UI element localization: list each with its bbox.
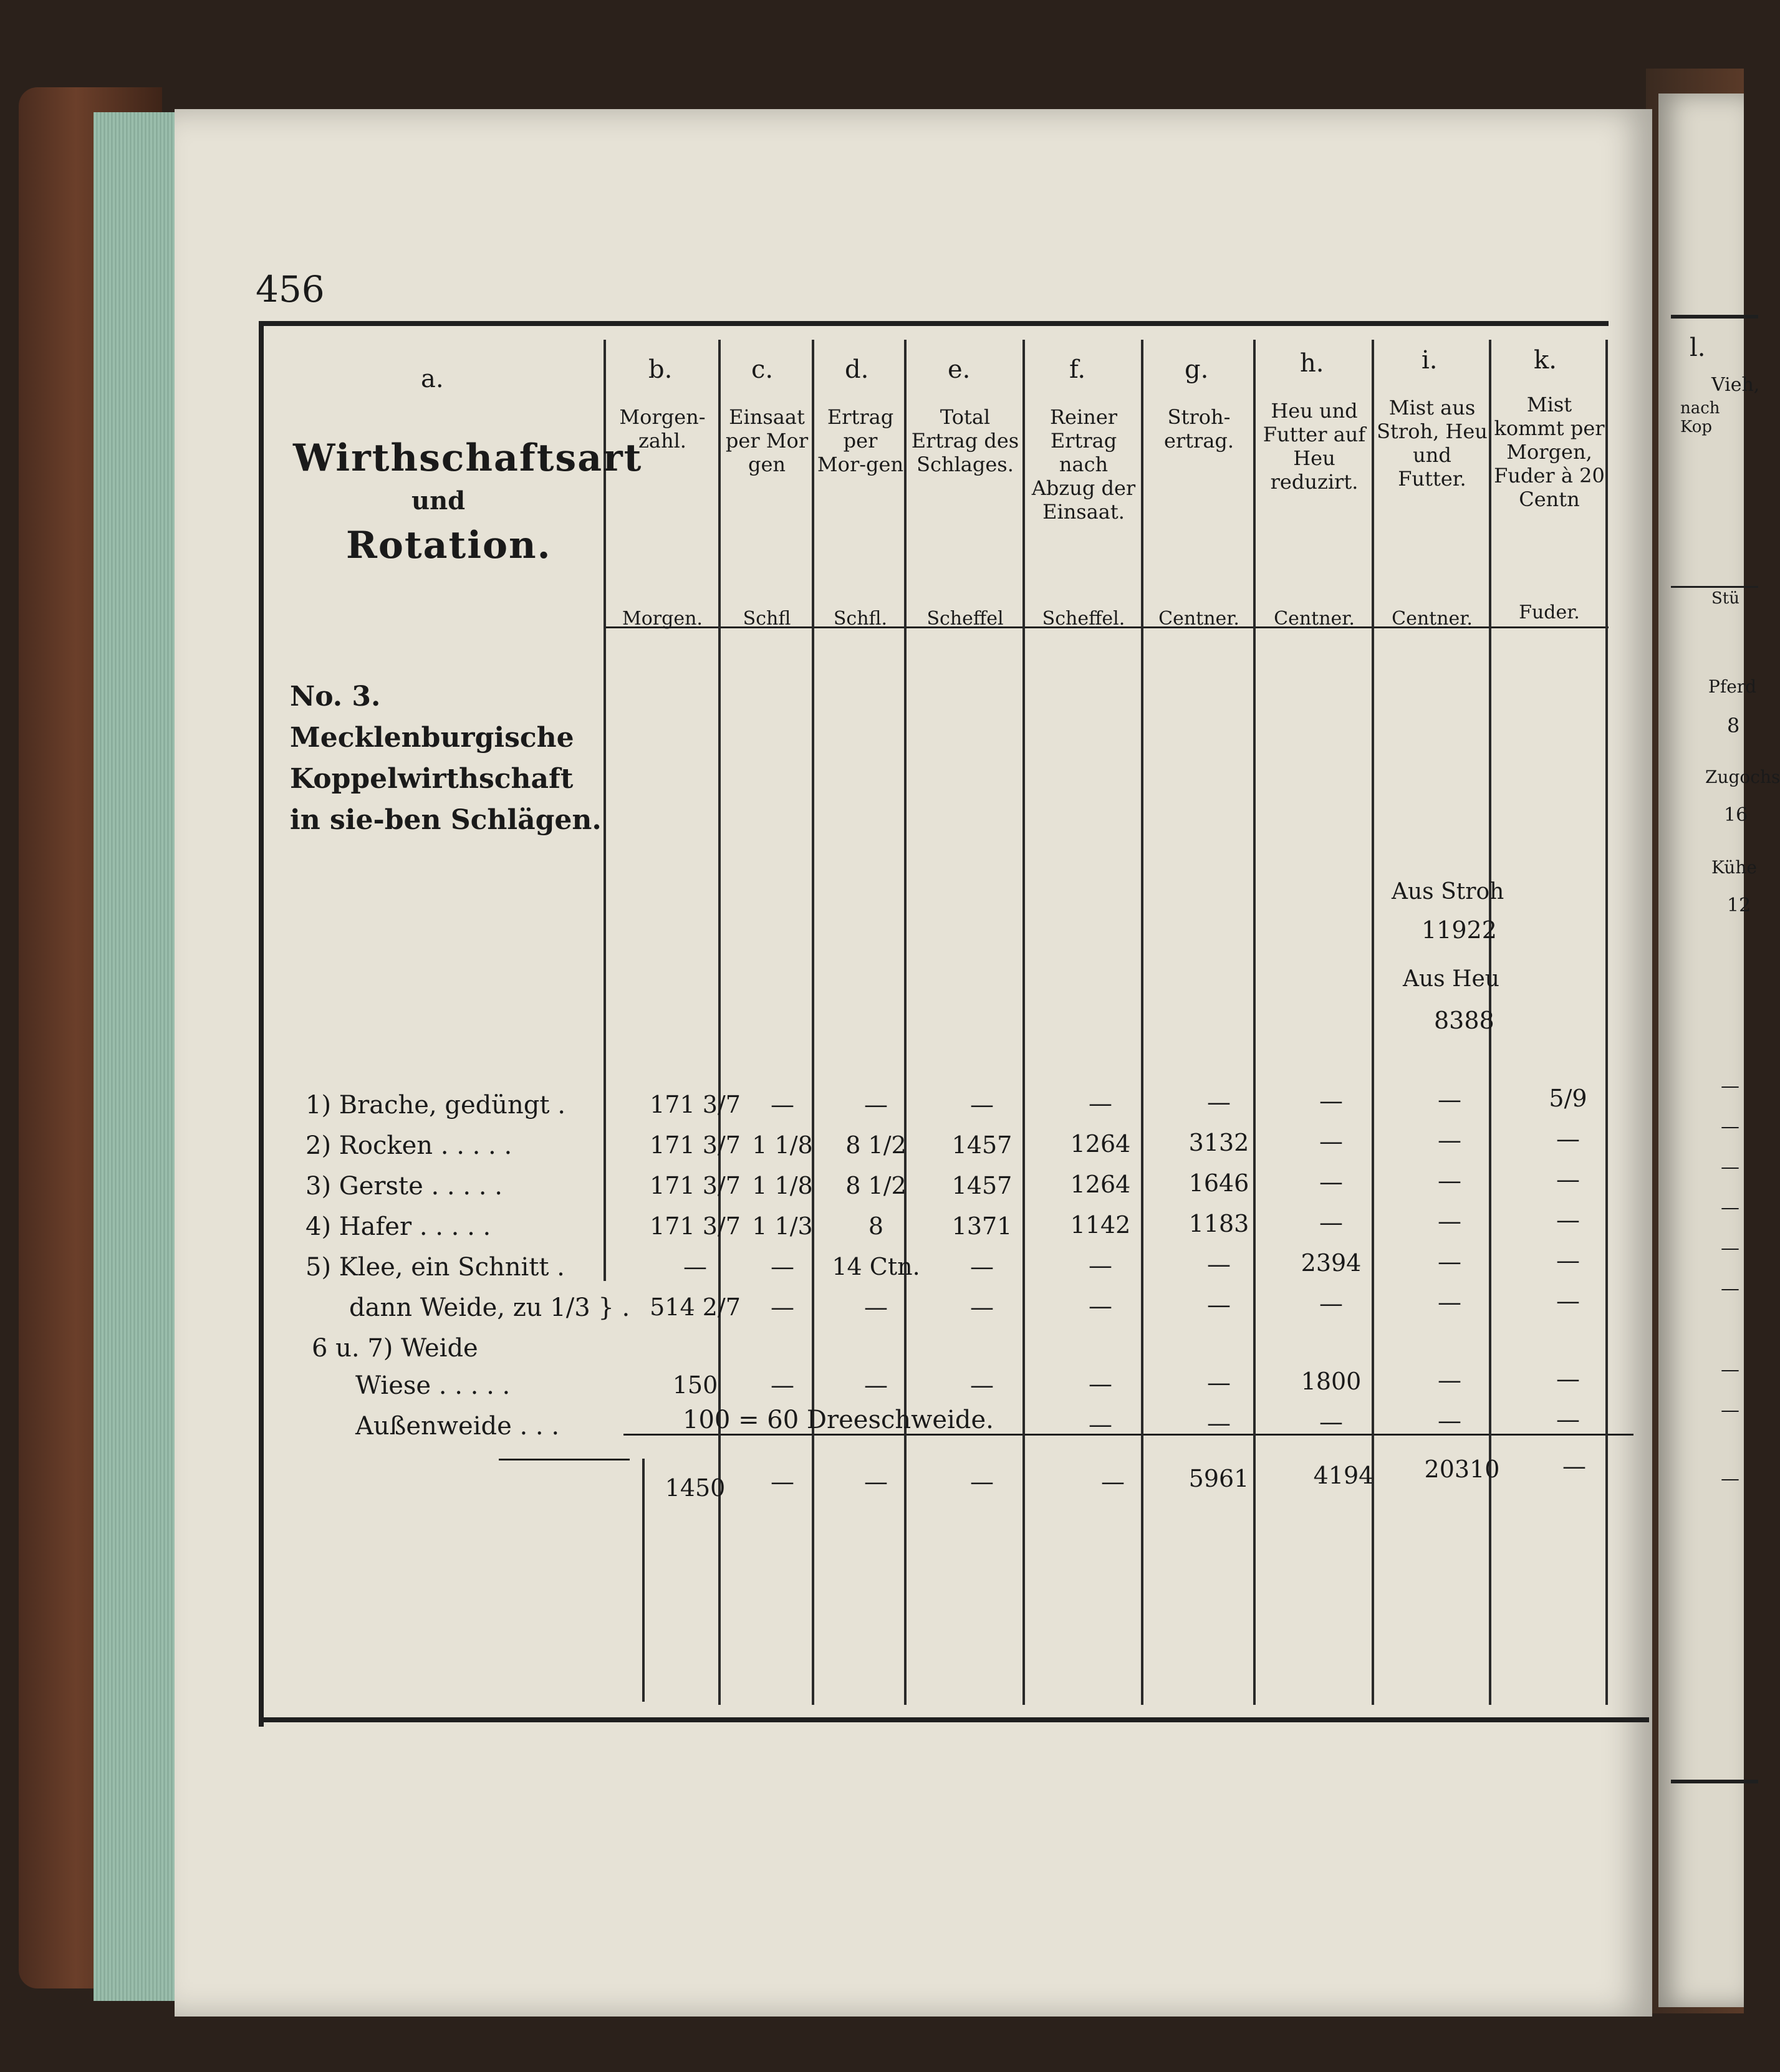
- cell-i: —: [1438, 1288, 1461, 1316]
- cell-f: 1264: [1070, 1130, 1131, 1158]
- cell-e: —: [970, 1253, 994, 1280]
- next-page-item: 16: [1724, 804, 1748, 826]
- col-g-desc: Stroh-ertrag.: [1163, 405, 1234, 453]
- cell-h: —: [1319, 1128, 1343, 1155]
- total-g: 5961: [1188, 1465, 1249, 1492]
- page-number: 456: [256, 268, 325, 310]
- cell-d: 14 Ctn.: [832, 1253, 920, 1280]
- total-b: 1450: [665, 1474, 726, 1502]
- cell-h: 2394: [1301, 1249, 1362, 1277]
- col-c-letter: c.: [751, 355, 774, 384]
- cell-d: 8: [868, 1212, 884, 1240]
- aus-heu-value: 8388: [1434, 1007, 1494, 1034]
- cell-d: 8 1/2: [845, 1131, 907, 1159]
- cell-b: 150: [672, 1371, 718, 1399]
- total-i: 20310: [1424, 1456, 1500, 1483]
- next-page-item: Kühe: [1711, 857, 1757, 878]
- col-c-unit: Schfl: [743, 608, 791, 630]
- cell-d: —: [864, 1371, 888, 1399]
- cell-i: —: [1438, 1126, 1461, 1154]
- cell-b: 514 2/7: [650, 1293, 741, 1321]
- cell-h: —: [1319, 1290, 1343, 1317]
- col-i-unit: Centner.: [1392, 608, 1473, 630]
- cell-f: —: [1089, 1292, 1112, 1320]
- row-label: 5) Klee, ein Schnitt .: [305, 1253, 565, 1282]
- cell-c: 1 1/8: [752, 1172, 813, 1199]
- col-divider: [1605, 340, 1608, 1705]
- col-divider: [604, 340, 606, 1281]
- cell-c: —: [771, 1253, 794, 1280]
- col-d-unit: Schfl.: [833, 608, 888, 630]
- row-label: 1) Brache, gedüngt .: [305, 1091, 565, 1120]
- next-page-dash: —: [1721, 1197, 1739, 1219]
- cell-g: 1183: [1188, 1210, 1249, 1237]
- next-page-letter: l.: [1690, 333, 1706, 362]
- cell-b: 171 3/7: [650, 1091, 741, 1118]
- row-label: 3) Gerste . . . . .: [305, 1172, 503, 1201]
- cell-k: —: [1556, 1406, 1580, 1433]
- cell-g: —: [1207, 1250, 1231, 1278]
- cell-e: —: [970, 1293, 994, 1321]
- cell-g: —: [1207, 1369, 1231, 1396]
- cell-c: 1 1/8: [752, 1131, 813, 1159]
- next-page-item: Zugochs: [1705, 767, 1780, 787]
- next-page-item: Pferd: [1708, 676, 1757, 697]
- cell-f: 1142: [1070, 1211, 1131, 1239]
- next-page-line2: nach Kop: [1680, 399, 1720, 436]
- cell-e: 1457: [951, 1131, 1013, 1159]
- col-e-letter: e.: [948, 355, 971, 384]
- aus-stroh-label: Aus Stroh: [1392, 879, 1504, 904]
- total-d: —: [864, 1468, 888, 1495]
- cell-k: —: [1556, 1166, 1580, 1193]
- next-page-bottom-rule: [1671, 1780, 1758, 1783]
- row-label: 4) Hafer . . . . .: [305, 1212, 491, 1241]
- col-e-desc: Total Ertrag des Schlages.: [911, 405, 1019, 476]
- cell-b: 171 3/7: [650, 1131, 741, 1159]
- col-divider: [642, 1459, 645, 1702]
- cell-h: —: [1319, 1087, 1343, 1115]
- next-page-dash: —: [1721, 1359, 1739, 1381]
- cell-i: —: [1438, 1086, 1461, 1113]
- cell-c: 1 1/3: [752, 1212, 813, 1240]
- col-g-letter: g.: [1185, 355, 1209, 384]
- cell-d: 8 1/2: [845, 1172, 907, 1199]
- cell-h: —: [1319, 1408, 1343, 1436]
- table-top-rule: [259, 321, 1609, 326]
- cell-k: —: [1556, 1365, 1580, 1393]
- table-bottom-rule: [259, 1717, 1649, 1722]
- col-divider: [1253, 340, 1256, 1705]
- next-page-dash: —: [1721, 1075, 1739, 1097]
- next-page-dash: —: [1721, 1399, 1739, 1421]
- next-page-item: 8: [1727, 714, 1740, 737]
- col-a-title-2: Rotation.: [346, 524, 552, 567]
- cell-c: —: [771, 1371, 794, 1399]
- section-title: No. 3. Mecklenburgische Koppelwirthschaft in sie-ben Schlägen.: [290, 681, 602, 836]
- cell-b: 171 3/7: [650, 1172, 741, 1199]
- cell-i: —: [1438, 1248, 1461, 1275]
- col-k-letter: k.: [1534, 346, 1557, 375]
- total-k: —: [1562, 1452, 1586, 1480]
- col-d-letter: d.: [845, 355, 869, 384]
- col-a-letter: a.: [421, 365, 444, 393]
- col-g-unit: Centner.: [1158, 608, 1239, 630]
- row-label: dann Weide, zu 1/3 } .: [349, 1293, 630, 1322]
- next-page-header-rule: [1671, 586, 1758, 588]
- col-c-desc: Einsaat per Mor gen: [725, 405, 809, 476]
- col-e-unit: Scheffel: [926, 608, 1004, 630]
- next-page-unit: Stü: [1711, 589, 1740, 608]
- col-f-unit: Scheffel.: [1042, 608, 1125, 630]
- cell-k: —: [1556, 1247, 1580, 1274]
- total-e: —: [970, 1468, 994, 1495]
- cell-i: —: [1438, 1207, 1461, 1235]
- col-a-subtitle: und: [411, 486, 466, 516]
- col-divider: [1372, 340, 1374, 1705]
- col-i-letter: i.: [1422, 346, 1438, 375]
- col-b-unit: Morgen.: [622, 608, 703, 630]
- total-h: 4194: [1313, 1462, 1374, 1489]
- total-c: —: [771, 1468, 794, 1495]
- cell-k: —: [1556, 1287, 1580, 1315]
- label-sum-rule: [499, 1459, 630, 1460]
- next-page-item: 12: [1727, 895, 1751, 916]
- cell-f: —: [1089, 1090, 1112, 1117]
- col-divider: [1141, 340, 1143, 1705]
- col-f-letter: f.: [1069, 355, 1086, 384]
- row-label: Wiese . . . . .: [355, 1371, 511, 1400]
- col-a-title: Wirthschaftsart: [293, 436, 643, 480]
- next-page-top-rule: [1671, 315, 1758, 319]
- next-page-dash: —: [1721, 1237, 1739, 1259]
- page-edges: [94, 112, 187, 2001]
- aussenweide-note: 100 = 60 Dreeschweide.: [683, 1406, 994, 1434]
- cell-g: 1646: [1188, 1169, 1249, 1197]
- cell-b: —: [683, 1253, 707, 1280]
- cell-e: 1371: [951, 1212, 1013, 1240]
- cell-i: —: [1438, 1407, 1461, 1434]
- cell-f: —: [1089, 1252, 1112, 1279]
- cell-g: 3132: [1188, 1129, 1249, 1156]
- col-f-desc: Reiner Ertrag nach Abzug der Einsaat.: [1031, 405, 1136, 524]
- col-divider: [812, 340, 814, 1705]
- cell-h: —: [1319, 1209, 1343, 1236]
- right-page-fragment: [1658, 94, 1780, 2007]
- cell-i: —: [1438, 1167, 1461, 1194]
- next-page-dash: —: [1721, 1156, 1739, 1178]
- left-page: [175, 109, 1652, 2017]
- col-b-letter: b.: [648, 355, 673, 384]
- col-b-desc: Morgen-zahl.: [619, 405, 706, 453]
- row-label: Außenweide . . .: [355, 1412, 560, 1441]
- cell-f: —: [1089, 1370, 1112, 1398]
- cell-d: —: [864, 1091, 888, 1118]
- col-divider: [1022, 340, 1025, 1705]
- cell-k: —: [1556, 1206, 1580, 1234]
- cell-h: 1800: [1301, 1368, 1362, 1395]
- cell-k: —: [1556, 1125, 1580, 1153]
- col-k-unit: Fuder.: [1519, 602, 1580, 623]
- cell-g: —: [1207, 1088, 1231, 1116]
- total-f: —: [1101, 1468, 1125, 1495]
- col-d-desc: Ertrag per Mor-gen: [817, 405, 904, 476]
- cell-e: —: [970, 1091, 994, 1118]
- cell-g: —: [1207, 1409, 1231, 1437]
- cell-k: 5/9: [1549, 1085, 1587, 1112]
- row-label: 6 u. 7) Weide: [312, 1334, 478, 1363]
- col-k-desc: Mist kommt per Morgen, Fuder à 20 Centn: [1494, 393, 1605, 511]
- cell-h: —: [1319, 1168, 1343, 1196]
- aus-heu-label: Aus Heu: [1403, 966, 1499, 992]
- row-label: 2) Rocken . . . . .: [305, 1131, 512, 1160]
- next-page-dash: —: [1721, 1468, 1739, 1490]
- col-h-desc: Heu und Futter auf Heu reduzirt.: [1263, 399, 1366, 494]
- next-page-line1: Vieh,: [1711, 374, 1760, 396]
- aus-stroh-value: 11922: [1422, 916, 1497, 944]
- cell-g: —: [1207, 1291, 1231, 1318]
- cell-e: 1457: [951, 1172, 1013, 1199]
- cell-d: —: [864, 1293, 888, 1321]
- cell-c: —: [771, 1091, 794, 1118]
- col-divider: [904, 340, 907, 1705]
- cell-c: —: [771, 1293, 794, 1321]
- col-h-letter: h.: [1300, 349, 1324, 378]
- table-left-rule: [259, 321, 264, 1727]
- col-h-unit: Centner.: [1274, 608, 1355, 630]
- cell-f: 1264: [1070, 1171, 1131, 1198]
- col-i-desc: Mist aus Stroh, Heu und Futter.: [1377, 396, 1488, 491]
- cell-f: —: [1089, 1411, 1112, 1438]
- cell-e: —: [970, 1371, 994, 1399]
- cell-b: 171 3/7: [650, 1212, 741, 1240]
- cell-i: —: [1438, 1366, 1461, 1394]
- next-page-dash: —: [1721, 1116, 1739, 1138]
- next-page-dash: —: [1721, 1278, 1739, 1300]
